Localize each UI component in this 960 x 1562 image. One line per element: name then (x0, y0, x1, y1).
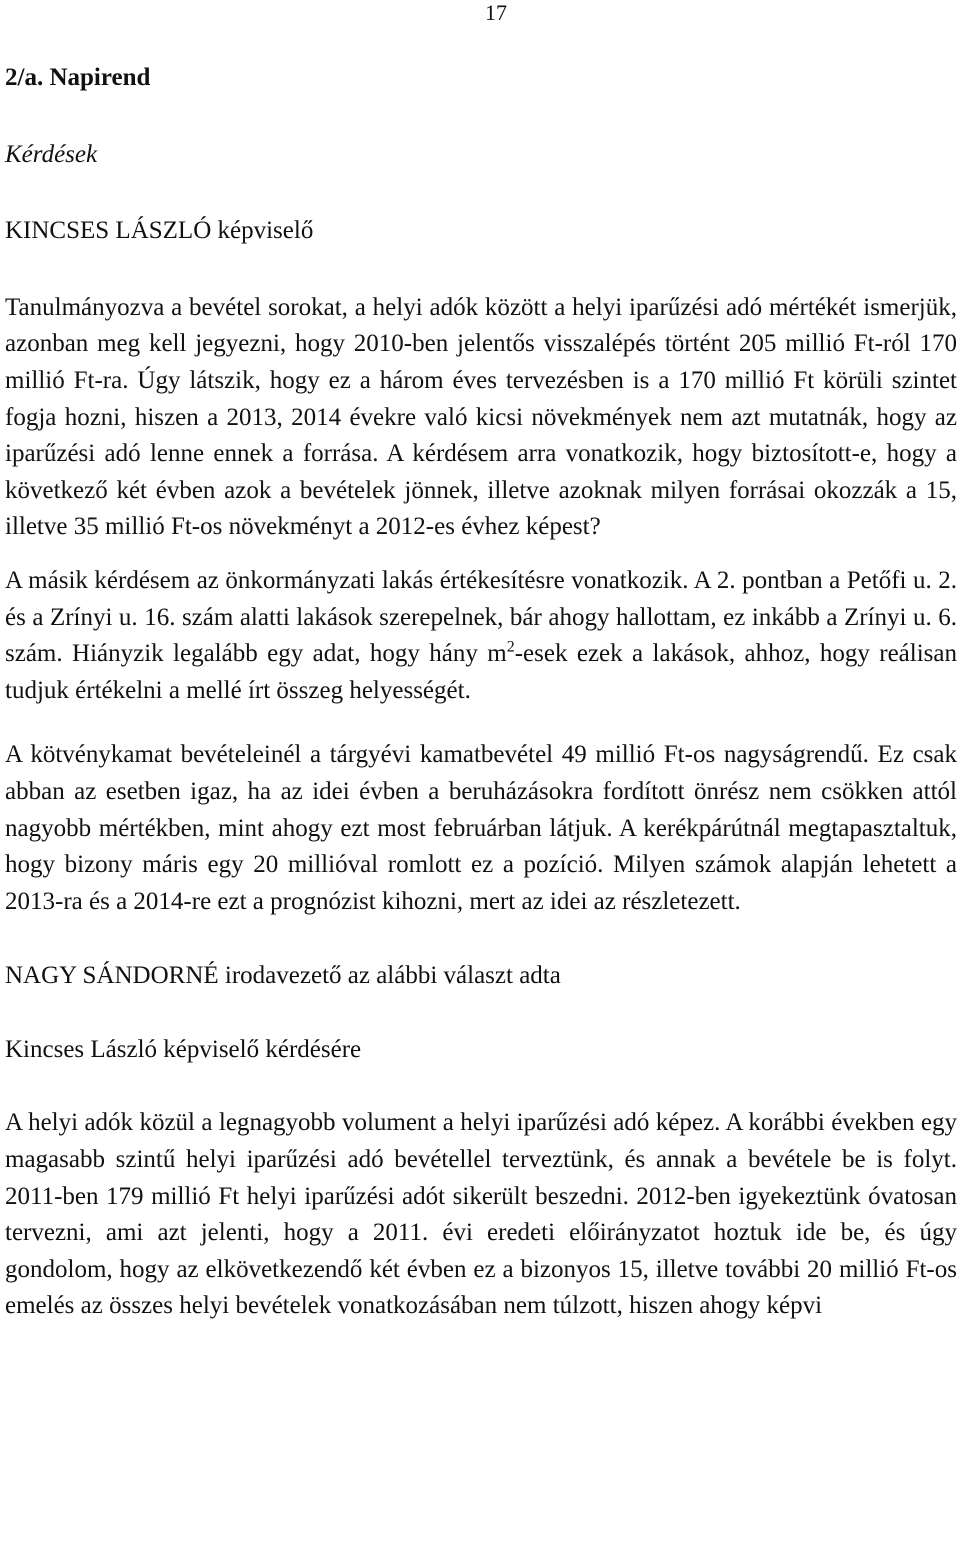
question-paragraph-2-text-a: A másik kérdésem az önkormányzati lakás értékesítésre vonatkozik. A 2. pontban a Petőfi u. 2. és a Zrínyi u. 16. szám alatti lakások szerepelnek, bár ahogy hallottam, ez inkább a Zrínyi u. 6. szám. Hiányzik legalább egy adat, hogy hány m (5, 566, 957, 668)
question-paragraph-3: A kötvénykamat bevételeinél a tárgyévi kamatbevétel 49 millió Ft-os nagyságrendű. Ez csak abban az esetben igaz, ha az idei évben a beruházásokra fordított önrész nem csökken attól nagyobb mértékben, mint ahogy ezt most februárban látjuk. A kerékpárútnál megtapasztaltuk, hogy bizony máris egy 20 millióval romlott ez a pozíció. Milyen számok alapján lehetett a 2013-ra és a 2014-re ezt a prognózist kihozni, mert az idei az részletezett. (5, 741, 957, 915)
document-body (5, 60, 957, 1325)
agenda-heading: 2/a. Napirend (5, 64, 151, 91)
speaker-name-answer: NAGY SÁNDORNÉ irodavezető az alábbi választ adta (5, 962, 561, 990)
answer-recipient: Kincses László képviselő kérdésére (5, 1035, 362, 1063)
page-number: 17 (485, 0, 507, 25)
square-meter-superscript: 2 (506, 638, 515, 656)
speaker-name-question: KINCSES LÁSZLÓ képviselő (5, 217, 314, 245)
question-paragraph-2 (5, 563, 957, 709)
question-paragraph-1: Tanulmányozva a bevétel sorokat, a helyi adók között a helyi iparűzési adó mértékét ismerjük, azonban meg kell jegyezni, hogy 2010-ben jelentős visszalépés történt 205 millió Ft-ról 170 millió Ft-ra. Úgy látszik, hogy ez a három éves tervezésben is a 170 millió Ft körüli szintet fogja hozni, hiszen a 2013, 2014 évekre való kicsi növekmények nem azt mutatnák, hogy az iparűzési adó lenne ennek a forrása. A kérdésem arra vonatkozik, hogy biztosított-e, hogy a következő két évben azok a bevételek jönnek, illetve azoknak milyen forrásai okozzák a 15, illetve 35 millió Ft-os növekményt a 2012-es évhez képest? (5, 293, 957, 541)
answer-paragraph-1: A helyi adók közül a legnagyobb volument a helyi iparűzési adó képez. A korábbi években egy magasabb szintű helyi iparűzési adó bevétellel terveztünk, és annak a bevétele be is folyt. 2011-ben 179 millió Ft helyi iparűzési adót sikerült beszedni. 2012-ben igyekeztünk óvatosan tervezni, ami azt jelenti, hogy a 2011. évi eredeti előirányzatot hoztuk ide be, és úgy gondolom, hogy az elkövetkezendő két évben ez a bizonyos 15, illetve további 20 millió Ft-os emelés az összes helyi bevételek vonatkozásában nem túlzott, hiszen ahogy képvi (5, 1109, 957, 1320)
question-paragraph-2-text-b: -esek ezek a lakások, ahhoz, hogy reálisan tudjuk értékelni a mellé írt összeg helyességét. (5, 640, 957, 704)
section-label: Kérdések (5, 140, 98, 168)
